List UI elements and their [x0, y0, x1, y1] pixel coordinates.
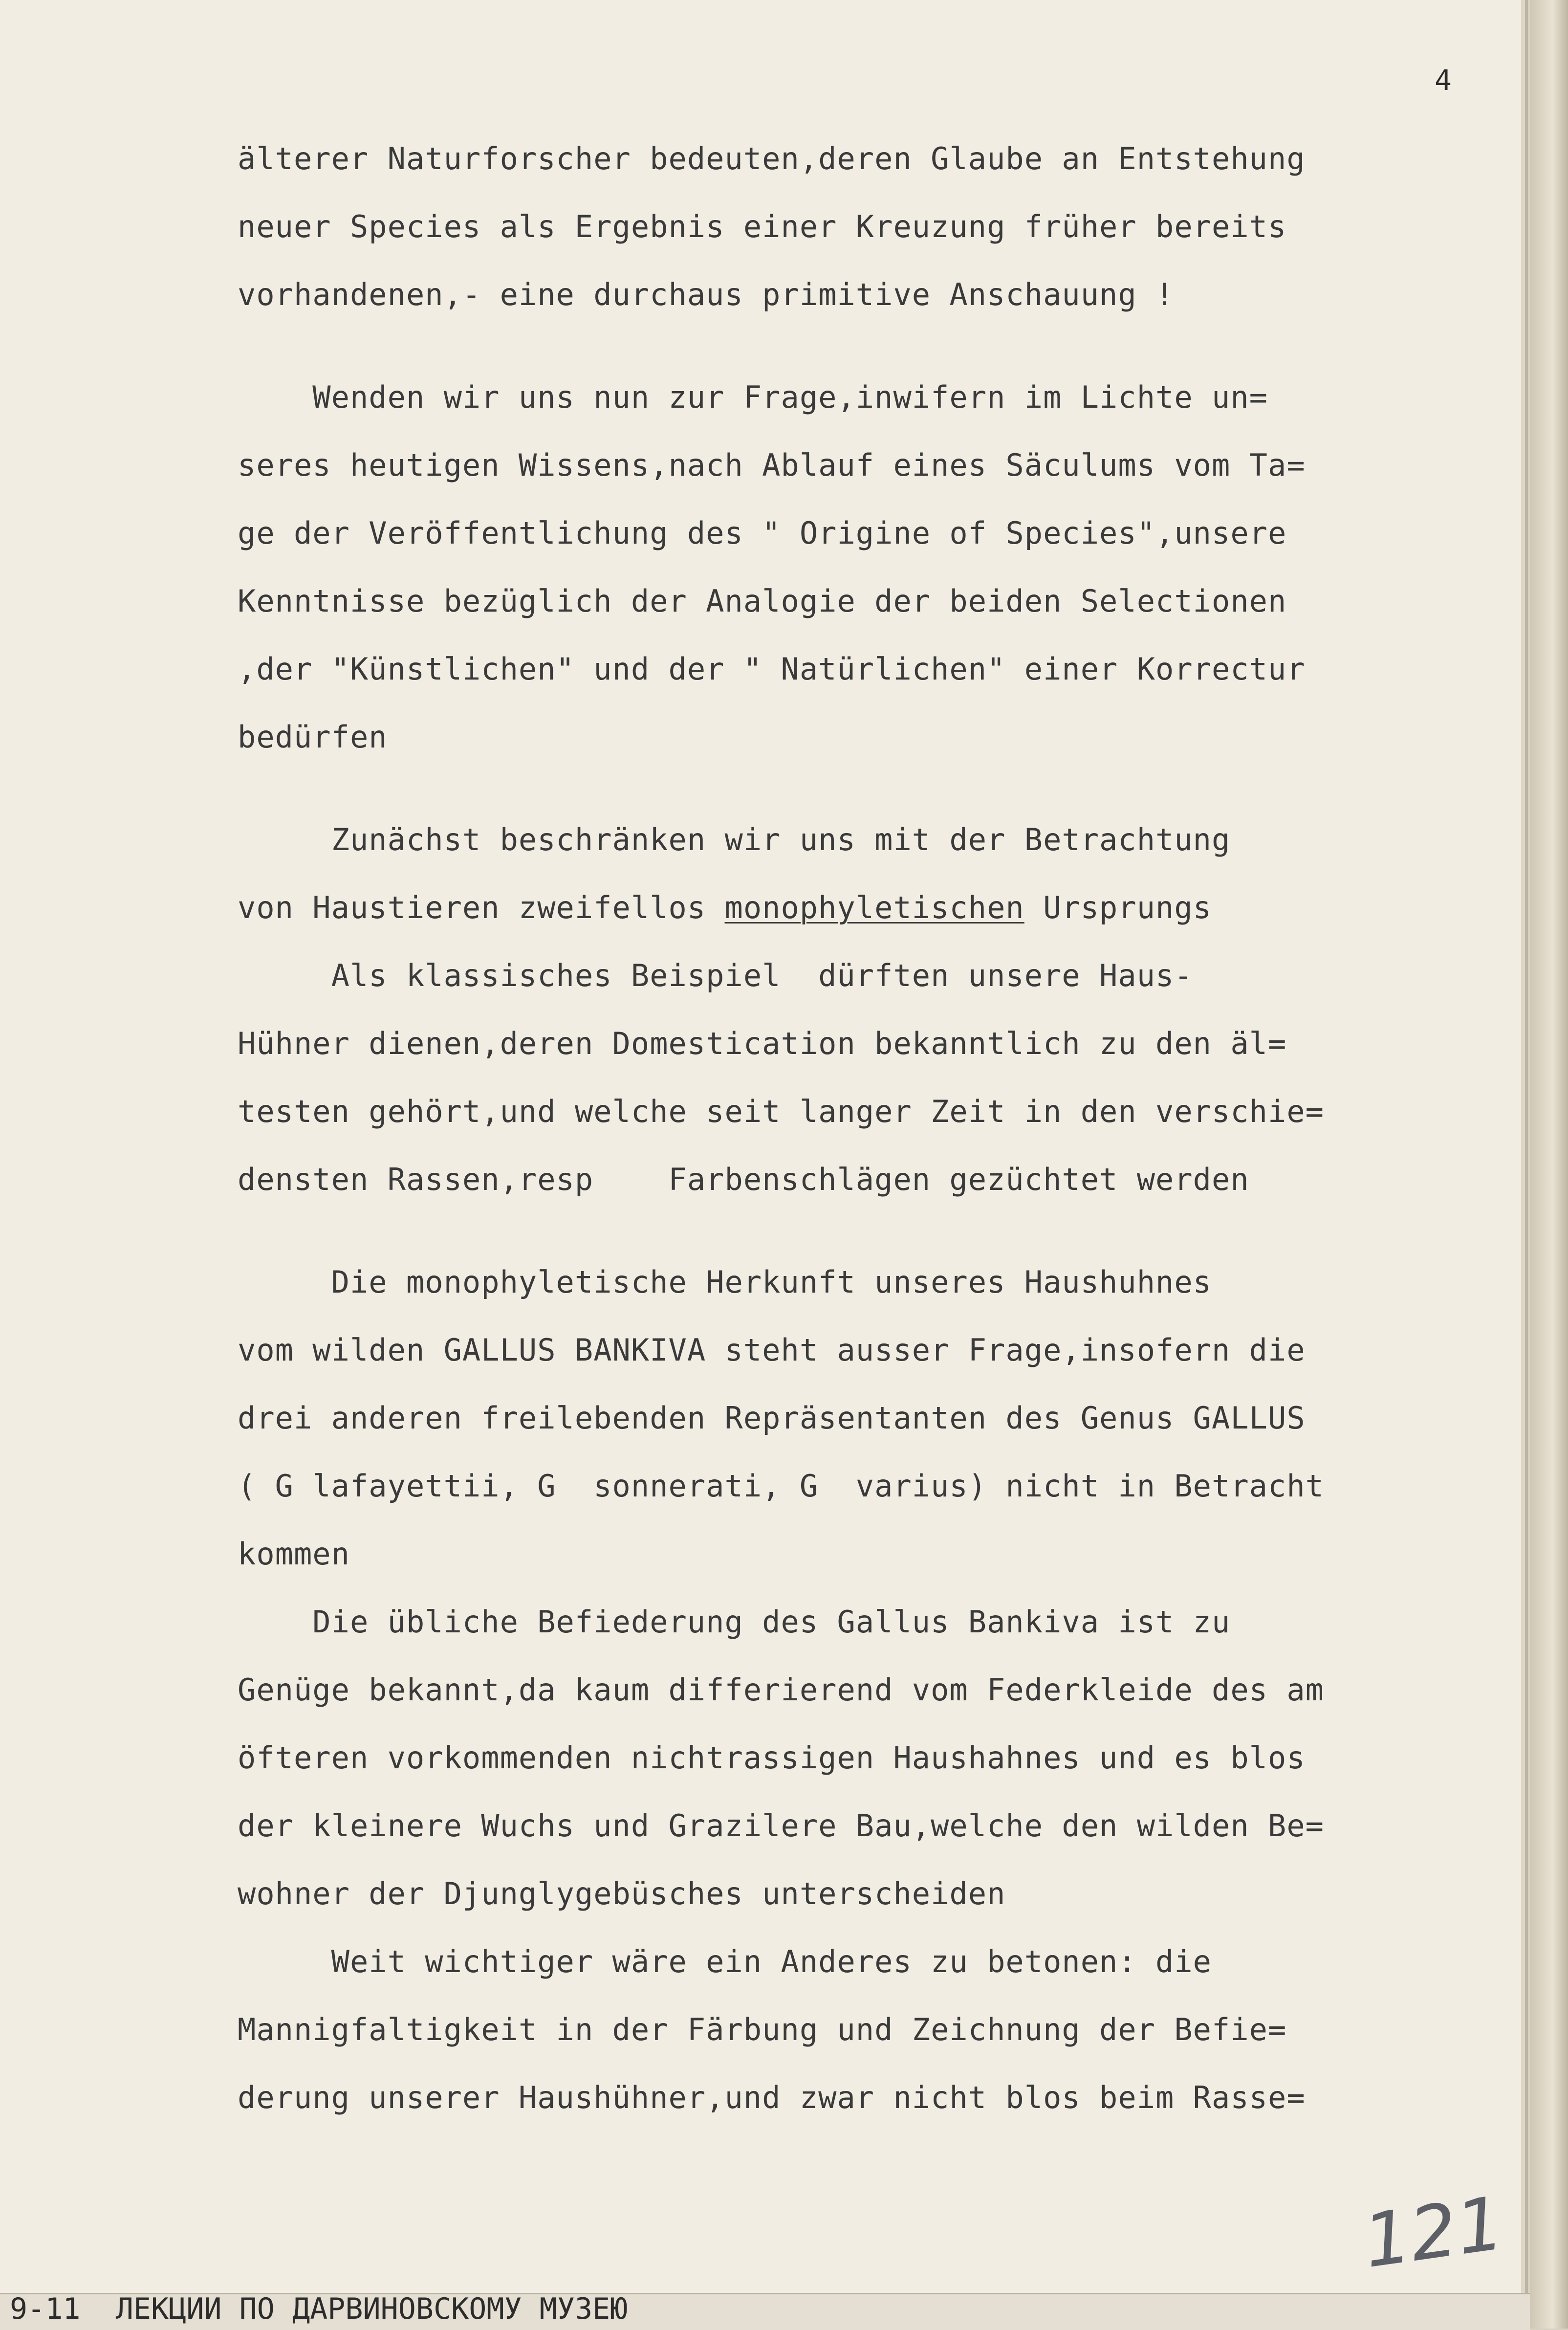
- text-line: seres heutigen Wissens,nach Ablauf eines Säculums vom Ta=: [238, 447, 1306, 483]
- text-line: derung unserer Haushühner,und zwar nicht blos beim Rasse=: [238, 2080, 1306, 2115]
- page-edge: [1530, 0, 1568, 2329]
- text-line: wohner der Djunglygebüsches unterscheiden: [238, 1876, 1006, 1912]
- text-line: Die monophyletische Herkunft unseres Haushuhnes: [238, 1264, 1212, 1300]
- text-line: bedürfen: [238, 719, 388, 755]
- archive-stamp: 9-11 ЛЕКЦИИ ПО ДАРВИНОВСКОМУ МУЗЕЮ: [10, 2292, 628, 2326]
- text-line: testen gehört,und welche seit langer Zeit in den verschie=: [238, 1094, 1324, 1129]
- typewritten-text: [238, 125, 1518, 2132]
- archive-folio-number: 121: [1358, 2180, 1509, 2285]
- text-segment: Ursprungs: [1024, 890, 1212, 925]
- text-line: älterer Naturforscher bedeuten,deren Glaube an Entstehung: [238, 141, 1306, 176]
- text-line: ,der "Künstlichen" und der " Natürlichen" einer Korrectur: [238, 651, 1306, 687]
- text-line: vom wilden GALLUS BANKIVA steht ausser Frage,insofern die: [238, 1332, 1306, 1368]
- text-line: Wenden wir uns nun zur Frage,inwifern im Lichte un=: [238, 379, 1268, 415]
- text-line: Zunächst beschränken wir uns mit der Betrachtung: [238, 822, 1231, 857]
- text-line: ( G lafayettii, G sonnerati, G varius) nicht in Betracht: [238, 1468, 1324, 1504]
- text-line: neuer Species als Ergebnis einer Kreuzung früher bereits: [238, 209, 1287, 244]
- text-line: drei anderen freilebenden Repräsentanten des Genus GALLUS: [238, 1400, 1306, 1436]
- text-line: öfteren vorkommenden nichtrassigen Haushahnes und es blos: [238, 1740, 1306, 1776]
- page-number: 4: [1435, 64, 1452, 97]
- text-line: Kenntnisse bezüglich der Analogie der beiden Selectionen: [238, 583, 1287, 619]
- text-line: Hühner dienen,deren Domestication bekanntlich zu den äl=: [238, 1026, 1287, 1061]
- underlined-word: monophyletischen: [724, 890, 1024, 925]
- text-line: densten Rassen,resp Farbenschlägen gezüchtet werden: [238, 1162, 1249, 1197]
- text-line: ge der Veröffentlichung des " Origine of Species",unsere: [238, 515, 1287, 551]
- text-segment: von Haustieren zweifellos: [238, 890, 725, 925]
- text-line-with-underline: [238, 874, 1518, 942]
- text-line: Als klassisches Beispiel dürften unsere Haus-: [238, 958, 1193, 993]
- text-line: Die übliche Befiederung des Gallus Bankiva ist zu: [238, 1604, 1231, 1640]
- text-line: der kleinere Wuchs und Grazilere Bau,welche den wilden Be=: [238, 1808, 1324, 1844]
- text-line: Genüge bekannt,da kaum differierend vom Federkleide des am: [238, 1672, 1324, 1708]
- text-line: kommen: [238, 1536, 350, 1572]
- text-line: Mannigfaltigkeit in der Färbung und Zeichnung der Befie=: [238, 2012, 1287, 2047]
- text-line: vorhandenen,- eine durchaus primitive Anschauung !: [238, 277, 1175, 312]
- text-line: Weit wichtiger wäre ein Anderes zu betonen: die: [238, 1944, 1212, 1979]
